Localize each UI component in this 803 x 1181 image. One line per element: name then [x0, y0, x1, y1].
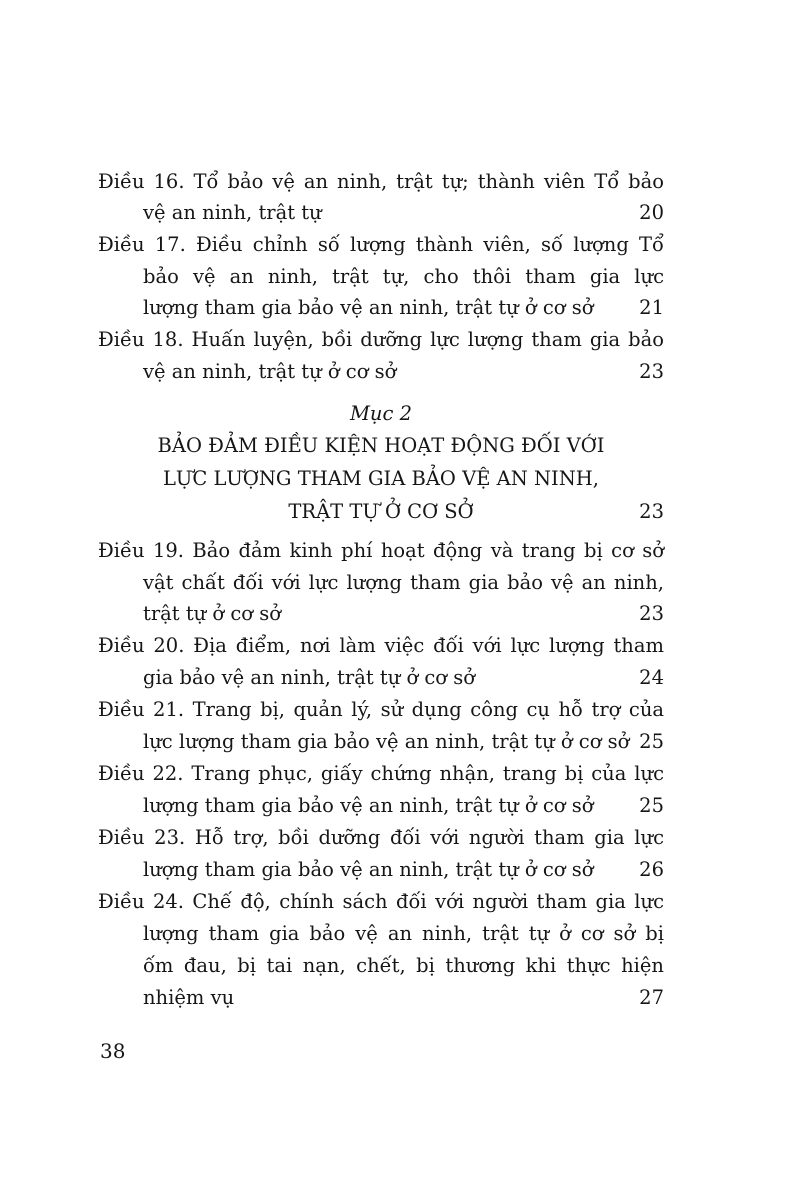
toc-entry-line	[98, 535, 664, 567]
toc-page-number: 20	[639, 201, 664, 224]
toc-entry-text: lượng tham gia bảo vệ an ninh, trật tự ở cơ sở	[143, 296, 594, 319]
toc-entry-text: bảo vệ an ninh, trật tự, cho thôi tham gia lực	[143, 265, 664, 288]
toc-entry-line	[98, 822, 664, 854]
toc-entry-line	[98, 918, 664, 950]
toc-page-number: 23	[639, 602, 664, 625]
toc-entry-text: vật chất đối với lực lượng tham gia bảo vệ an ninh,	[143, 571, 664, 594]
toc-entry-line	[98, 790, 664, 822]
toc-entry-text: Điều 18. Huấn luyện, bồi dưỡng lực lượng tham gia bảo	[98, 328, 664, 351]
toc-entry-text: Điều 24. Chế độ, chính sách đối với người tham gia lực	[98, 890, 664, 913]
toc-entry-text: Điều 22. Trang phục, giấy chứng nhận, trang bị của lực	[98, 762, 664, 785]
toc-entry-line	[98, 567, 664, 599]
toc-entry-text: vệ an ninh, trật tự	[143, 201, 322, 224]
toc-page-number: 24	[639, 666, 664, 689]
toc-entry-text: ốm đau, bị tai nạn, chết, bị thương khi thực hiện	[143, 954, 664, 977]
toc-entry-line	[98, 598, 664, 630]
toc-page-number: 23	[639, 500, 664, 523]
toc-page-number: 23	[639, 360, 664, 383]
toc-entry-line	[98, 630, 664, 662]
section-title-last-line	[98, 496, 664, 528]
toc-entry-line	[98, 982, 664, 1014]
toc-entry-line	[98, 292, 664, 324]
section-title-line: TRẬT TỰ Ở CƠ SỞ	[288, 500, 474, 523]
toc-entry-line	[98, 758, 664, 790]
toc-entry-text: Điều 23. Hỗ trợ, bồi dưỡng đối với người tham gia lực	[98, 826, 664, 849]
toc-entry-text: lượng tham gia bảo vệ an ninh, trật tự ở cơ sở	[143, 794, 594, 817]
toc-entry-line	[98, 197, 664, 229]
toc-entry-text: gia bảo vệ an ninh, trật tự ở cơ sở	[143, 666, 475, 689]
toc-entry-line	[98, 854, 664, 886]
section-label: Mục 2	[349, 402, 413, 425]
toc-entry-line	[98, 726, 664, 758]
toc-entry-line	[98, 166, 664, 198]
toc-entry-line	[98, 261, 664, 293]
toc-entry-line	[98, 662, 664, 694]
toc-entry-line	[98, 356, 664, 388]
section-title-line: BẢO ĐẢM ĐIỀU KIỆN HOẠT ĐỘNG ĐỐI VỚI	[157, 434, 605, 457]
toc-entry-text: nhiệm vụ	[143, 986, 235, 1009]
toc-page-number: 26	[639, 858, 664, 881]
toc-entry-text: lượng tham gia bảo vệ an ninh, trật tự ở cơ sở bị	[143, 922, 664, 945]
toc-page-number: 27	[639, 986, 664, 1009]
toc-entry-text: lượng tham gia bảo vệ an ninh, trật tự ở cơ sở	[143, 858, 594, 881]
section-title-line: LỰC LƯỢNG THAM GIA BẢO VỆ AN NINH,	[162, 467, 600, 490]
toc-entry-text: trật tự ở cơ sở	[143, 602, 281, 625]
toc-entry-line	[98, 886, 664, 918]
toc-entry-text: lực lượng tham gia bảo vệ an ninh, trật tự ở cơ sở	[143, 730, 630, 753]
toc-entry-line	[98, 694, 664, 726]
toc-page-number: 25	[639, 794, 664, 817]
toc-entry-text: Điều 17. Điều chỉnh số lượng thành viên, số lượng Tổ	[98, 233, 664, 256]
toc-entry-text: vệ an ninh, trật tự ở cơ sở	[143, 360, 397, 383]
toc-page-number: 25	[639, 730, 664, 753]
toc-entry-text: Điều 21. Trang bị, quản lý, sử dụng công cụ hỗ trợ của	[98, 698, 664, 721]
toc-entry-text: Điều 20. Địa điểm, nơi làm việc đối với lực lượng tham	[98, 634, 664, 657]
toc-entry-text: Điều 19. Bảo đảm kinh phí hoạt động và trang bị cơ sở	[98, 539, 664, 562]
toc-entry-line	[98, 324, 664, 356]
toc-entry-text: Điều 16. Tổ bảo vệ an ninh, trật tự; thành viên Tổ bảo	[98, 170, 664, 193]
page-folio-number: 38	[100, 1039, 126, 1063]
toc-entry-line	[98, 229, 664, 261]
toc-page-number: 21	[639, 296, 664, 319]
toc-entry-line	[98, 950, 664, 982]
